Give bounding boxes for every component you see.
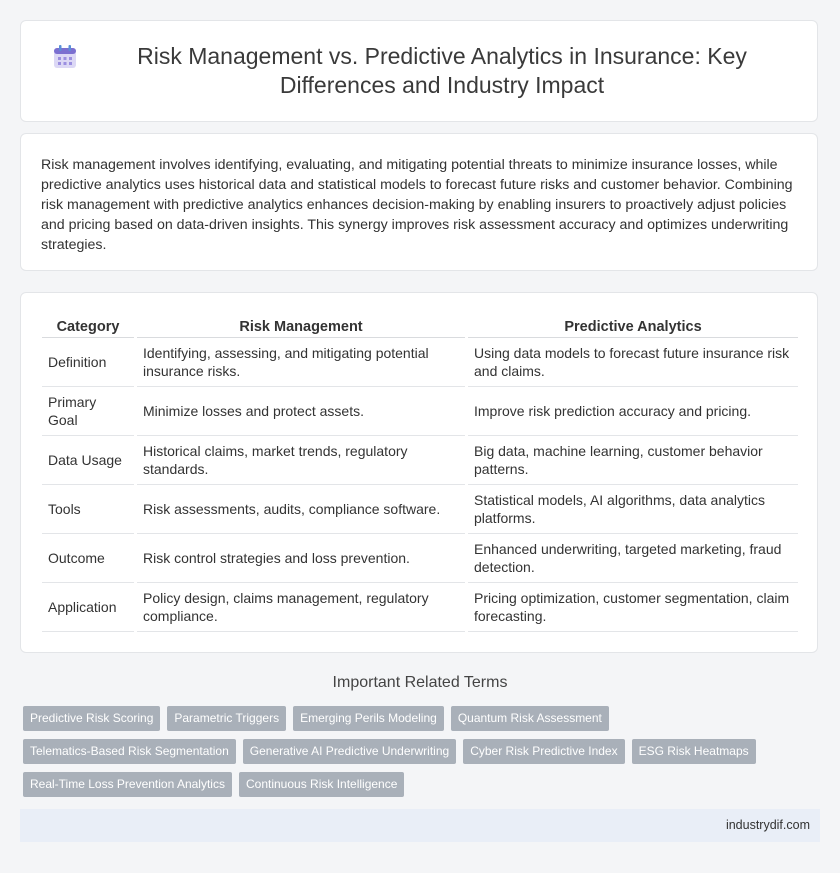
related-term-tag[interactable]: Real-Time Loss Prevention Analytics bbox=[23, 772, 232, 797]
row-risk-management: Risk control strategies and loss prevention. bbox=[136, 534, 467, 583]
row-category: Data Usage bbox=[42, 436, 136, 485]
row-risk-management: Identifying, assessing, and mitigating potential insurance risks. bbox=[136, 338, 467, 387]
table-row bbox=[42, 534, 798, 583]
related-terms-title: Important Related Terms bbox=[332, 674, 508, 691]
related-term-tag[interactable]: Continuous Risk Intelligence bbox=[239, 772, 404, 797]
row-predictive-analytics: Pricing optimization, customer segmentation, claim forecasting. bbox=[467, 583, 799, 632]
intro-card bbox=[20, 133, 818, 271]
row-risk-management: Historical claims, market trends, regulatory standards. bbox=[136, 436, 467, 485]
header-card bbox=[20, 20, 818, 122]
row-predictive-analytics: Big data, machine learning, customer behavior patterns. bbox=[467, 436, 799, 485]
tag-row bbox=[23, 706, 813, 731]
related-term-tag[interactable]: Generative AI Predictive Underwriting bbox=[243, 739, 456, 764]
row-category: Primary Goal bbox=[42, 387, 136, 436]
row-risk-management: Risk assessments, audits, compliance software. bbox=[136, 485, 467, 534]
related-term-tag[interactable]: Predictive Risk Scoring bbox=[23, 706, 160, 731]
related-terms-tags bbox=[23, 706, 813, 805]
header-risk-management: Risk Management bbox=[136, 315, 467, 338]
row-category: Application bbox=[42, 583, 136, 632]
related-term-tag[interactable]: Emerging Perils Modeling bbox=[293, 706, 444, 731]
tag-row bbox=[23, 772, 813, 797]
header-category: Category bbox=[42, 315, 136, 338]
row-predictive-analytics: Statistical models, AI algorithms, data analytics platforms. bbox=[467, 485, 799, 534]
table-row bbox=[42, 583, 798, 632]
intro-text: Risk management involves identifying, evaluating, and mitigating potential threats to minimize insurance losses, while predictive analytics uses historical data and statistical models to forecast future risks and customer behavior. Combining risk management with predictive analytics enhances decision-making by enabling insurers to proactively adjust policies and pricing based on data-driven insights. This synergy improves risk assessment accuracy and optimizes underwriting strategies. bbox=[41, 157, 793, 253]
related-term-tag[interactable]: Parametric Triggers bbox=[167, 706, 286, 731]
row-predictive-analytics: Using data models to forecast future insurance risk and claims. bbox=[467, 338, 799, 387]
row-category: Tools bbox=[42, 485, 136, 534]
table-row bbox=[42, 485, 798, 534]
related-term-tag[interactable]: ESG Risk Heatmaps bbox=[632, 739, 756, 764]
row-category: Outcome bbox=[42, 534, 136, 583]
row-risk-management: Minimize losses and protect assets. bbox=[136, 387, 467, 436]
footer-site[interactable]: industrydif.com bbox=[725, 818, 810, 832]
tag-row bbox=[23, 739, 813, 764]
row-predictive-analytics: Enhanced underwriting, targeted marketing, fraud detection. bbox=[467, 534, 799, 583]
related-term-tag[interactable]: Telematics-Based Risk Segmentation bbox=[23, 739, 236, 764]
calendar-icon bbox=[51, 43, 79, 71]
row-predictive-analytics: Improve risk prediction accuracy and pricing. bbox=[467, 387, 799, 436]
page-title: Risk Management vs. Predictive Analytics in Insurance: Key Differences and Industry Impact bbox=[137, 43, 747, 98]
table-row bbox=[42, 436, 798, 485]
comparison-table-card bbox=[20, 292, 818, 653]
table-row bbox=[42, 338, 798, 387]
related-term-tag[interactable]: Quantum Risk Assessment bbox=[451, 706, 609, 731]
row-category: Definition bbox=[42, 338, 136, 387]
header-predictive-analytics: Predictive Analytics bbox=[467, 315, 799, 338]
related-term-tag[interactable]: Cyber Risk Predictive Index bbox=[463, 739, 624, 764]
table-row bbox=[42, 387, 798, 436]
row-risk-management: Policy design, claims management, regulatory compliance. bbox=[136, 583, 467, 632]
footer bbox=[20, 809, 820, 842]
table-header-row bbox=[42, 315, 798, 338]
comparison-table bbox=[42, 315, 798, 632]
